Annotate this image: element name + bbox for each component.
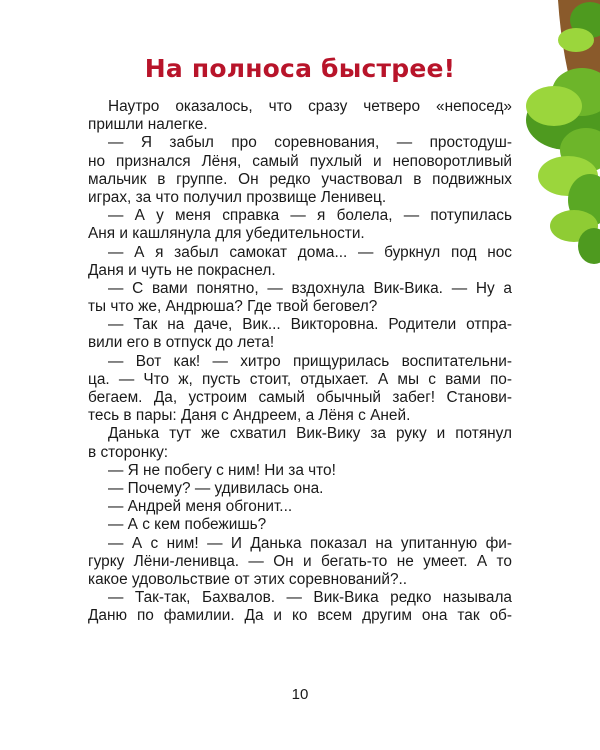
text-line: Аня и кашлянула для убедительности. xyxy=(88,225,365,243)
text-line: — А я забыл самокат дома... — буркнул под нос xyxy=(108,243,512,261)
tree-foliage xyxy=(526,2,600,264)
text-line: Наутро оказалось, что сразу четверо «непосед» xyxy=(108,98,512,115)
text-line: — Андрей меня обгонит... xyxy=(108,498,293,516)
text-line: — А с кем побежишь? xyxy=(108,516,267,534)
text-line: — Вот как! — хитро прищурилась воспитательни- xyxy=(108,352,512,370)
text-line: — А с ним! — И Данька показал на упитанную фи- xyxy=(108,534,512,552)
text-line: играх, за что получил прозвище Ленивец. xyxy=(88,188,387,206)
text-line: но признался Лёня, самый пухлый и неповоротливый xyxy=(88,152,512,170)
story-text xyxy=(88,98,512,625)
text-line: — Почему? — удивилась она. xyxy=(108,479,324,497)
text-line: Даня и чуть не покраснел. xyxy=(88,261,276,279)
text-line: — Так на даче, Вик... Викторовна. Родители отпра- xyxy=(108,316,512,334)
text-line: — Я забыл про соревнования, — простодуш- xyxy=(108,134,512,152)
text-line: — С вами понятно, — вздохнула Вик-Вика. — Ну а xyxy=(108,279,512,297)
text-line: — Я не побегу с ним! Ни за что! xyxy=(108,461,336,479)
text-line: какое удовольствие от этих соревнований?.. xyxy=(88,570,408,588)
chapter-title: На полноса быстрее! xyxy=(144,54,456,83)
text-line: ца. — Что ж, пусть стоит, отдыхает. А мы с вами по- xyxy=(88,370,512,388)
text-line: мальчик в группе. Он редко участвовал в подвижных xyxy=(88,170,512,188)
text-line: в сторонку: xyxy=(88,443,169,461)
text-line: вили его в отпуск до лета! xyxy=(88,334,275,352)
text-line: — Так-так, Бахвалов. — Вик-Вика редко называла xyxy=(108,589,512,607)
text-line: тесь в пары: Даня с Андреем, а Лёня с Аней. xyxy=(88,407,411,425)
page-number: 10 xyxy=(291,686,309,703)
text-line: ты что же, Андрюша? Где твой беговел? xyxy=(88,298,378,316)
text-line: Даню по фамилии. Да и ко всем другим она так об- xyxy=(88,607,512,625)
text-line: гурку Лёни-ленивца. — Он и бегать-то не умеет. А то xyxy=(88,552,512,570)
text-line: — А у меня справка — я болела, — потупилась xyxy=(108,207,512,225)
text-line: пришли налегке. xyxy=(88,116,208,134)
text-line: бегаем. Да, устроим самый обычный забег! Станови- xyxy=(88,389,512,406)
text-line: Данька тут же схватил Вик-Вику за руку и потянул xyxy=(108,425,512,443)
